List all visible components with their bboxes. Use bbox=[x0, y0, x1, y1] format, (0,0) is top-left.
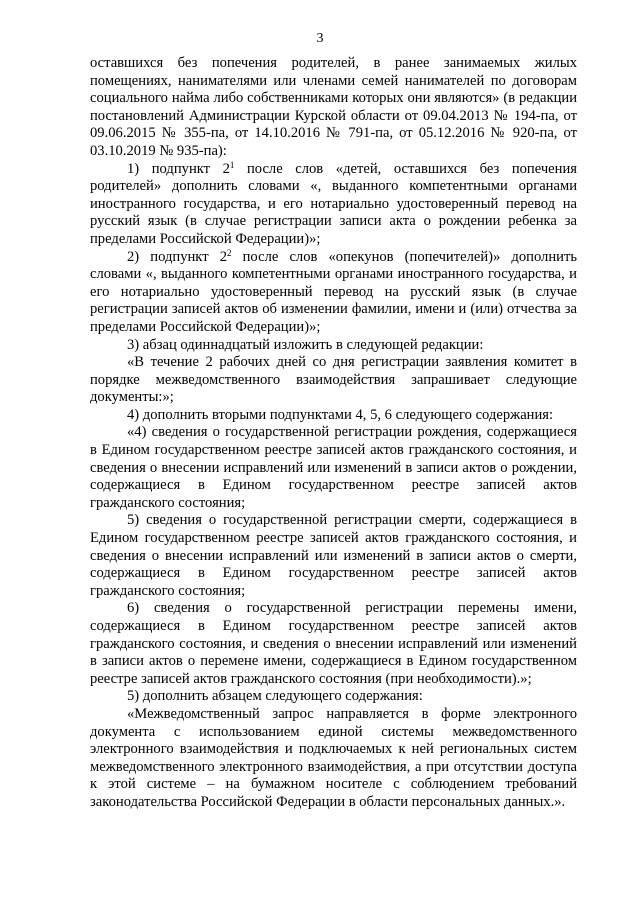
paragraph-text: 3) абзац одиннадцатый изложить в следующей редакции: bbox=[127, 336, 484, 353]
paragraph bbox=[90, 337, 577, 355]
paragraph bbox=[90, 354, 577, 407]
paragraph-text: оставшихся без попечения родителей, в ранее занимаемых жилых помещениях, нанимателями или членами семей нанимателей по договорам социального найма либо собственниками которых они являются» (в редакции постановлений Администрации Курской области от 09.04.2013 № 194-па, от 09.06.2015 № 355-па, от 14.10.2016 № 791-па, от 05.12.2016 № 920-па, от 03.10.2019 № 935-па): bbox=[90, 55, 577, 159]
paragraph bbox=[90, 688, 577, 706]
paragraph-text: 5) дополнить абзацем следующего содержания: bbox=[127, 688, 423, 705]
document-body bbox=[90, 55, 577, 812]
paragraph-text: «В течение 2 рабочих дней со дня регистрации заявления комитет в порядке межведомственного взаимодействия запрашивает следующие документы:»; bbox=[90, 354, 577, 406]
paragraph-text: 4) дополнить вторыми подпунктами 4, 5, 6 следующего содержания: bbox=[127, 406, 554, 423]
paragraph bbox=[90, 512, 577, 600]
paragraph-text: 2) подпункт 2 bbox=[127, 248, 227, 265]
paragraph-text: «4) сведения о государственной регистрации рождения, содержащиеся в Едином государственном реестре записей актов гражданского состояния, и сведения о внесении исправлений или изменений в записи актов о рождении, содержащиеся в Едином государственном реестре записей актов гражданского состояния; bbox=[90, 424, 577, 511]
page-number: 3 bbox=[316, 31, 324, 46]
paragraph bbox=[90, 55, 577, 161]
paragraph-text: 1) подпункт 2 bbox=[127, 160, 230, 177]
superscript: 1 bbox=[229, 159, 235, 170]
paragraph-text: после слов «опекунов (попечителей)» дополнить словами «, выданного компетентными органами иностранного государства, и его нотариально удостоверенный перевод на русский язык (в случае регистрации записей актов об изменении фамилии, имени и (или) отчества за пределами Российской Федерации)»; bbox=[90, 248, 577, 335]
paragraph-text: «Межведомственный запрос направляется в форме электронного документа с использованием единой системы межведомственного электронного взаимодействия и подключаемых к ней региональных систем межведомственного электронного взаимодействия, а при отсутствии доступа к этой системе – на бумажном носителе с соблюдением требований законодательства Российской Федерации в области персональных данных.». bbox=[90, 705, 577, 810]
superscript: 2 bbox=[227, 247, 232, 258]
paragraph bbox=[90, 706, 577, 812]
paragraph-text: 5) сведения о государственной регистрации смерти, содержащиеся в Едином государственном реестре записей актов гражданского состояния, и сведения о внесении исправлений или изменений в записи актов о смерти, содержащиеся в Едином государственном реестре записей актов гражданского состояния; bbox=[90, 512, 577, 599]
paragraph bbox=[90, 161, 577, 249]
paragraph-text: после слов «детей, оставшихся без попечения родителей» дополнить словами «, выданного компетентными органами иностранного государства, и его нотариально удостоверенный перевод на русский язык (в случае регистрации записи акта о рождении ребенка за пределами Российской Федерации)»; bbox=[90, 160, 577, 247]
paragraph bbox=[90, 600, 577, 688]
paragraph-text: 6) сведения о государственной регистрации перемены имени, содержащиеся в Едином государственном реестре записей актов гражданского состояния, и сведения о внесении исправлений или изменений в записи актов о перемене имени, содержащиеся в Едином государственном реестре записей актов гражданского состояния (при необходимости).»; bbox=[90, 600, 577, 687]
paragraph bbox=[90, 424, 577, 512]
paragraph bbox=[90, 407, 577, 425]
paragraph bbox=[90, 249, 577, 337]
